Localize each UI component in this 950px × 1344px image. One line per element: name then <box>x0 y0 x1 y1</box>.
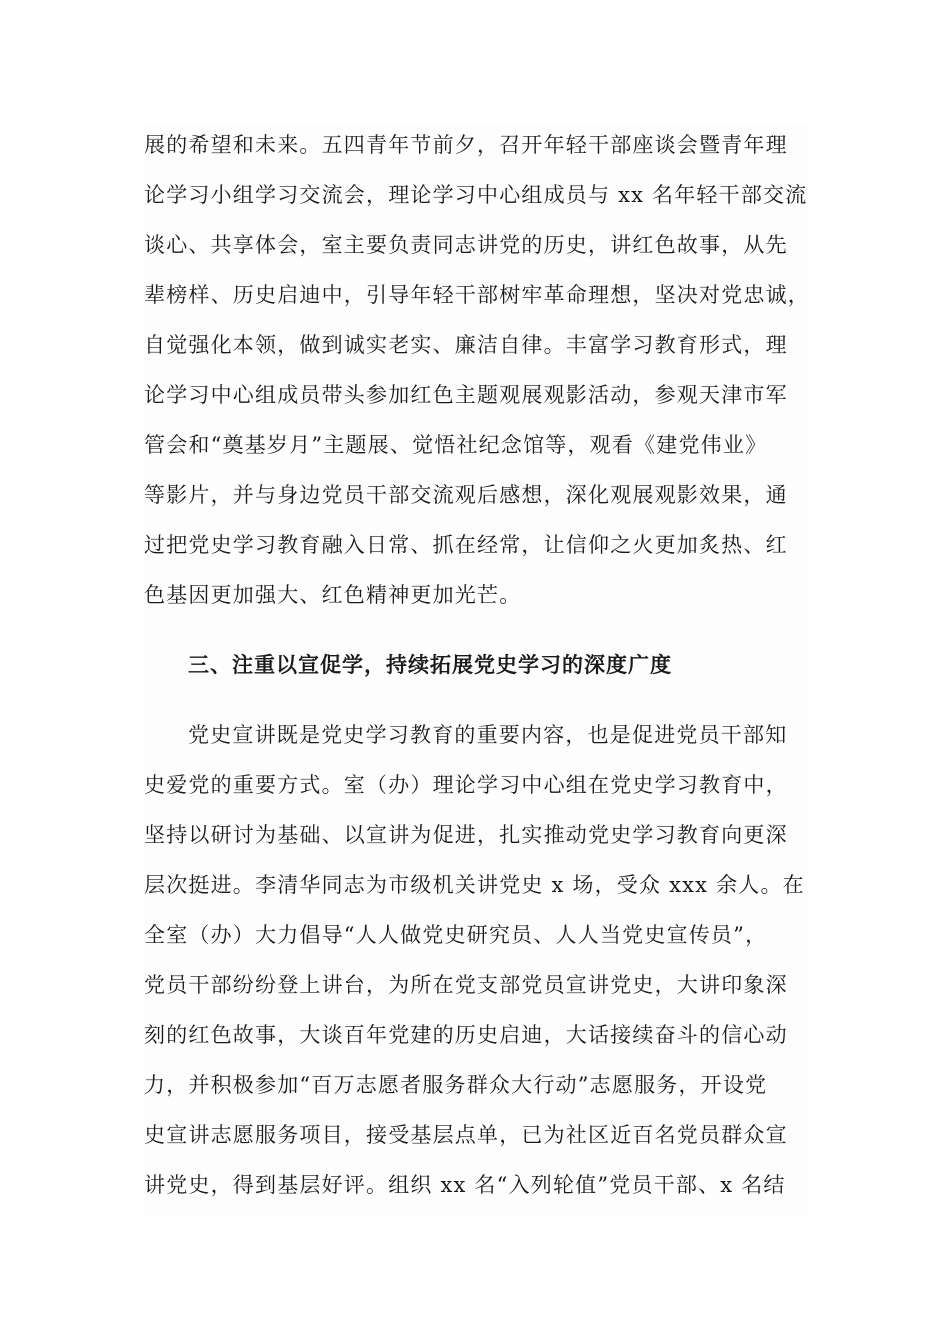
text-line: 过把党史学习教育融入日常、抓在经常，让信仰之火更加炙热、红 <box>144 533 788 557</box>
document-page <box>144 124 808 1216</box>
text-line: 全室（办）大力倡导“人人做党史研究员、人人当党史宣传员”， <box>144 923 768 947</box>
text-line: 党员干部纷纷登上讲台，为所在党支部党员宣讲党史，大讲印象深 <box>144 973 788 997</box>
text-line: 史爱党的重要方式。室（办）理论学习中心组在党史学习教育中， <box>144 773 788 797</box>
text-line: 论学习中心组成员带头参加红色主题观展观影活动，参观天津市军 <box>144 383 788 407</box>
text-line: 讲党史，得到基层好评。组织 xx 名“入列轮值”党员干部、x 名结 <box>144 1173 786 1197</box>
text-line: 刻的红色故事，大谈百年党建的历史启迪，大话接续奋斗的信心动 <box>144 1023 788 1047</box>
text-line: 管会和“奠基岁月”主题展、觉悟社纪念馆等，观看《建党伟业》 <box>144 433 768 457</box>
text-line: 论学习小组学习交流会，理论学习中心组成员与 xx 名年轻干部交流 <box>144 183 808 207</box>
text-line: 史宣讲志愿服务项目，接受基层点单，已为社区近百名党员群众宣 <box>144 1123 788 1147</box>
text-line: 层次挺进。李清华同志为市级机关讲党史 x 场，受众 xxx 余人。在 <box>144 873 805 897</box>
text-line: 自觉强化本领，做到诚实老实、廉洁自律。丰富学习教育形式，理 <box>144 333 788 357</box>
text-line: 辈榜样、历史启迪中，引导年轻干部树牢革命理想，坚决对党忠诚， <box>144 283 810 307</box>
text-line: 坚持以研讨为基础、以宣讲为促进，扎实推动党史学习教育向更深 <box>144 823 788 847</box>
section-heading: 三、注重以宣促学，持续拓展党史学习的深度广度 <box>188 653 672 677</box>
text-line: 党史宣讲既是党史学习教育的重要内容，也是促进党员干部知 <box>188 723 788 747</box>
text-line: 展的希望和未来。五四青年节前夕，召开年轻干部座谈会暨青年理 <box>144 133 788 157</box>
text-line: 色基因更加强大、红色精神更加光芒。 <box>144 583 522 607</box>
text-line: 力，并积极参加“百万志愿者服务群众大行动”志愿服务，开设党 <box>144 1073 768 1097</box>
text-line: 等影片，并与身边党员干部交流观后感想，深化观展观影效果，通 <box>144 483 788 507</box>
text-line: 谈心、共享体会，室主要负责同志讲党的历史，讲红色故事，从先 <box>144 233 788 257</box>
